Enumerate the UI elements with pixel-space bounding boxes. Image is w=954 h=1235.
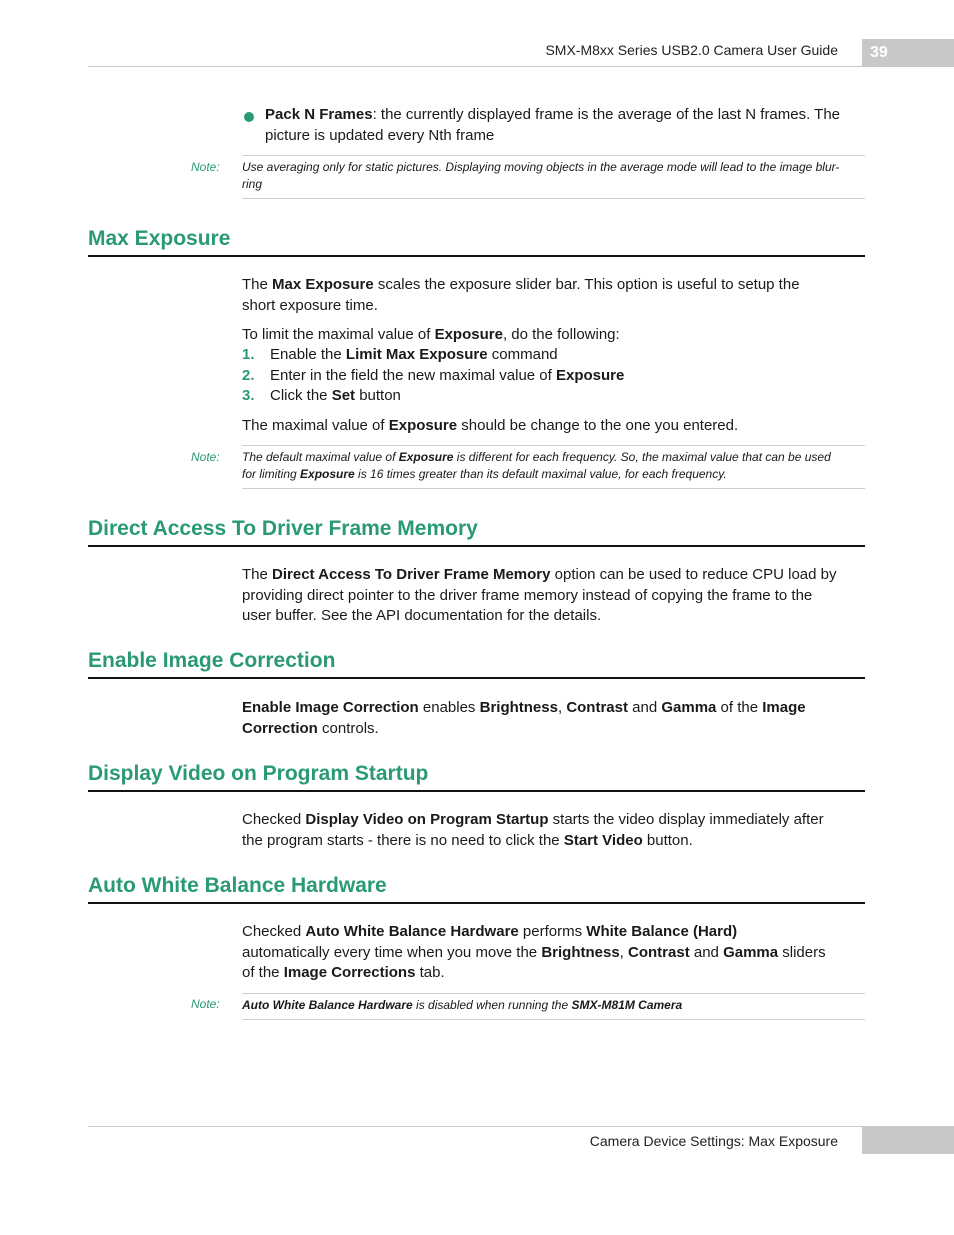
bold-term: Correction — [242, 719, 318, 737]
text: tab. — [415, 964, 445, 981]
page-number-tab — [862, 39, 954, 67]
text: and — [689, 943, 724, 961]
bullet-text: : the currently displayed frame is the average of the last N frames. The — [372, 106, 841, 123]
text: sliders — [778, 943, 826, 961]
note-text: is 16 times greater than its default maximal value, for each frequency. — [354, 467, 727, 481]
display-video-paragraph — [242, 810, 866, 851]
bold-term: Image — [762, 699, 806, 716]
text: , — [619, 943, 629, 961]
section-heading-image-correction: Enable Image Correction — [88, 648, 865, 679]
section-heading-max-exposure: Max Exposure — [88, 226, 865, 257]
bold-term: Brightness — [541, 943, 620, 961]
note-box-awb — [242, 993, 865, 1020]
bold-term: Auto White Balance Hardware — [305, 923, 519, 940]
text: option can be used to reduce CPU load by — [550, 566, 837, 583]
note-text: is different for each frequency. So, the maximal value that can be used — [453, 450, 831, 464]
note-box-averaging — [242, 155, 865, 199]
max-exposure-paragraph-3 — [242, 416, 866, 437]
direct-access-paragraph — [242, 565, 866, 627]
note-label: Note: — [191, 450, 220, 464]
text: , — [557, 699, 567, 716]
note-box-exposure — [242, 445, 865, 489]
text: and — [627, 699, 662, 716]
awb-paragraph — [242, 922, 866, 984]
bold-term: Limit Max Exposure — [345, 346, 488, 363]
bold-term: Image Corrections — [283, 964, 416, 981]
bold-term: Auto White Balance Hardware — [242, 998, 413, 1012]
text: To limit the maximal value of — [242, 326, 435, 343]
bullet-dot-icon — [244, 112, 254, 122]
text: button. — [642, 831, 693, 849]
bold-term: Display Video on Program Startup — [305, 811, 549, 828]
text: controls. — [317, 719, 379, 737]
note-text-continued: ring — [242, 177, 263, 191]
note-text: The default maximal value of — [242, 450, 399, 464]
section-heading-awb: Auto White Balance Hardware — [88, 873, 865, 904]
bold-term: Direct Access To Driver Frame Memory — [272, 566, 551, 583]
note-label: Note: — [191, 160, 220, 174]
text: automatically every time when you move the — [242, 943, 542, 961]
text: short exposure time. — [242, 296, 378, 314]
text: enables — [418, 699, 480, 716]
running-header-title: SMX-M8xx Series USB2.0 Camera User Guide — [545, 42, 838, 58]
running-footer: Camera Device Settings: Max Exposure — [589, 1133, 838, 1149]
bold-term: White Balance (Hard) — [586, 923, 738, 940]
bold-term: Exposure — [434, 326, 503, 343]
bold-term: Contrast — [628, 943, 690, 961]
list-item — [242, 366, 624, 387]
bold-term: Max Exposure — [272, 276, 374, 293]
text: The maximal value of — [242, 417, 389, 434]
text: the program starts - there is no need to click the — [242, 831, 564, 849]
text: of the — [242, 964, 284, 981]
page-number: 39 — [870, 44, 888, 61]
bold-term: Brightness — [479, 699, 558, 716]
section-heading-display-video: Display Video on Program Startup — [88, 761, 865, 792]
bold-term: Contrast — [566, 699, 628, 716]
bold-term: Exposure — [398, 450, 454, 464]
bold-term: Gamma — [661, 699, 717, 716]
list-item — [242, 345, 558, 366]
text: user buffer. See the API documentation for the details. — [242, 607, 602, 624]
list-number: 2. — [242, 367, 255, 384]
text: starts the video display immediately after — [548, 811, 824, 828]
bullet-item-pack-n-frames — [265, 105, 866, 146]
text: Enable the — [270, 346, 346, 363]
section-heading-direct-access: Direct Access To Driver Frame Memory — [88, 516, 865, 547]
list-item — [242, 386, 401, 407]
list-number: 1. — [242, 346, 255, 363]
max-exposure-paragraph-2 — [242, 325, 866, 346]
text: Enter in the field the new maximal value of — [270, 367, 556, 384]
note-text: Use averaging only for static pictures. Displaying moving objects in the average mode will lead to the image blur- — [242, 160, 840, 174]
footer-tab — [862, 1126, 954, 1154]
text: command — [487, 346, 558, 363]
header-rule — [88, 66, 862, 67]
bold-term: Exposure — [388, 417, 458, 434]
image-correction-paragraph — [242, 698, 866, 739]
bold-term: Set — [331, 387, 356, 404]
note-text: is disabled when running the — [412, 998, 572, 1012]
text: performs — [518, 923, 587, 940]
text: scales the exposure slider bar. This option is useful to setup the — [373, 276, 800, 293]
text: The — [242, 276, 273, 293]
text: Checked — [242, 811, 306, 828]
list-number: 3. — [242, 387, 255, 404]
text: The — [242, 566, 273, 583]
text: Checked — [242, 923, 306, 940]
text: should be change to the one you entered. — [457, 417, 739, 434]
bullet-term: Pack N Frames — [265, 106, 373, 123]
text: , do the following: — [502, 326, 620, 343]
bold-term: SMX-M81M Camera — [571, 998, 683, 1012]
max-exposure-paragraph-1 — [242, 275, 866, 316]
text: of the — [716, 699, 763, 716]
bold-term: Start Video — [563, 831, 643, 849]
text: button — [355, 387, 401, 404]
text: Click the — [270, 387, 332, 404]
bold-term: Enable Image Correction — [242, 699, 419, 716]
text: providing direct pointer to the driver frame memory instead of copying the frame to the — [242, 586, 813, 604]
footer-rule — [88, 1126, 862, 1127]
bold-term: Exposure — [555, 367, 625, 384]
bold-term: Exposure — [300, 467, 355, 481]
note-text: for limiting — [242, 467, 301, 481]
bold-term: Gamma — [723, 943, 779, 961]
bullet-text-continued: picture is updated every Nth frame — [265, 126, 495, 144]
note-label: Note: — [191, 997, 220, 1011]
